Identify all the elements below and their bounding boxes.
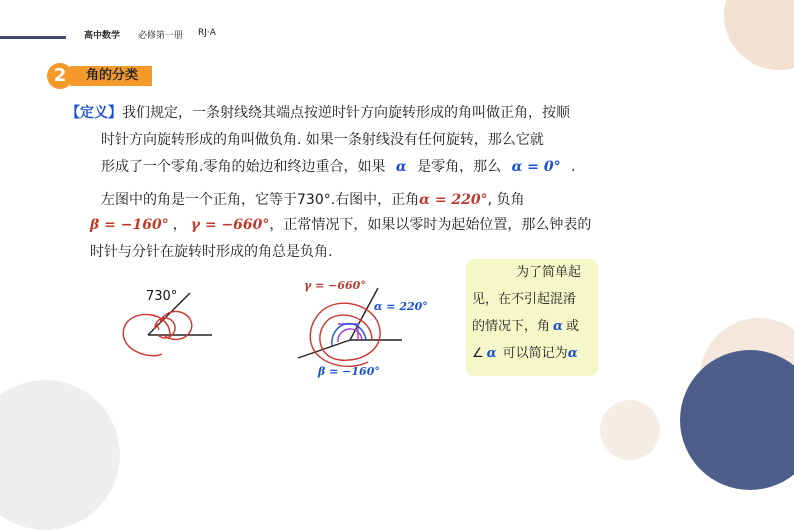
gamma-formula: γ = −660° bbox=[190, 217, 270, 233]
header-book: 必修第一册 bbox=[138, 31, 184, 41]
figure-alpha-label: α = 220° bbox=[374, 300, 428, 313]
figure-beta-label: β = −160° bbox=[318, 365, 380, 378]
decor-circle-bottom-right-dark bbox=[680, 350, 794, 490]
header-subject: 高中数学 bbox=[84, 31, 121, 41]
rotation-spiral bbox=[123, 311, 191, 355]
gamma-spiral bbox=[310, 303, 380, 366]
beta-terminal-side bbox=[298, 340, 350, 358]
decor-circle-top-right bbox=[724, 0, 794, 70]
figure-left-label: 730° bbox=[146, 289, 178, 304]
section-number-badge: 2 bbox=[47, 63, 73, 89]
note-line-1: 为了简单起 bbox=[516, 265, 582, 280]
header-edition: RJ·A bbox=[198, 28, 216, 38]
decor-circle-bottom-left bbox=[0, 380, 120, 530]
note-line-2: 见，在不引起混淆 bbox=[472, 292, 577, 307]
definition-line-3: 形成了一个零角.零角的始边和终边重合，如果 α 是零角，那么 α = 0° . bbox=[101, 159, 576, 175]
beta-formula: β = −160° bbox=[90, 217, 169, 233]
alpha-symbol: α bbox=[395, 159, 407, 175]
definition-tag: 【定义】 bbox=[66, 105, 122, 121]
figure-gamma-label: γ = −660° bbox=[304, 279, 366, 292]
note-line-3: 的情况下，角 α 或 bbox=[472, 319, 580, 334]
definition-text-1: 我们规定，一条射线绕其端点按逆时针方向旋转形成的角叫做正角，按顺 bbox=[122, 105, 570, 121]
paragraph-line-2: β = −160° ， γ = −660°，正常情况下，如果以零时为起始位置，那么钟表的 bbox=[90, 217, 592, 233]
paragraph-line-1: 左图中的角是一个正角，它等于730°.右图中，正角α = 220°, 负角 bbox=[101, 192, 525, 208]
header-accent-line bbox=[0, 36, 66, 39]
paragraph-line-3: 时针与分针在旋转时形成的角总是负角. bbox=[90, 244, 333, 260]
alpha-zero-formula: α = 0° bbox=[511, 159, 561, 175]
note-line-4: ∠ α 可以简记为α bbox=[472, 346, 578, 361]
alpha-220-formula: α = 220° bbox=[419, 192, 488, 208]
section-title: 角的分类 bbox=[70, 66, 152, 86]
note-box bbox=[466, 259, 598, 376]
definition-line-2: 时针方向旋转形成的角叫做负角. 如果一条射线没有任何旋转，那么它就 bbox=[101, 132, 544, 148]
definition-line-1 bbox=[66, 102, 570, 122]
decor-circle-bottom-mid bbox=[600, 400, 660, 460]
